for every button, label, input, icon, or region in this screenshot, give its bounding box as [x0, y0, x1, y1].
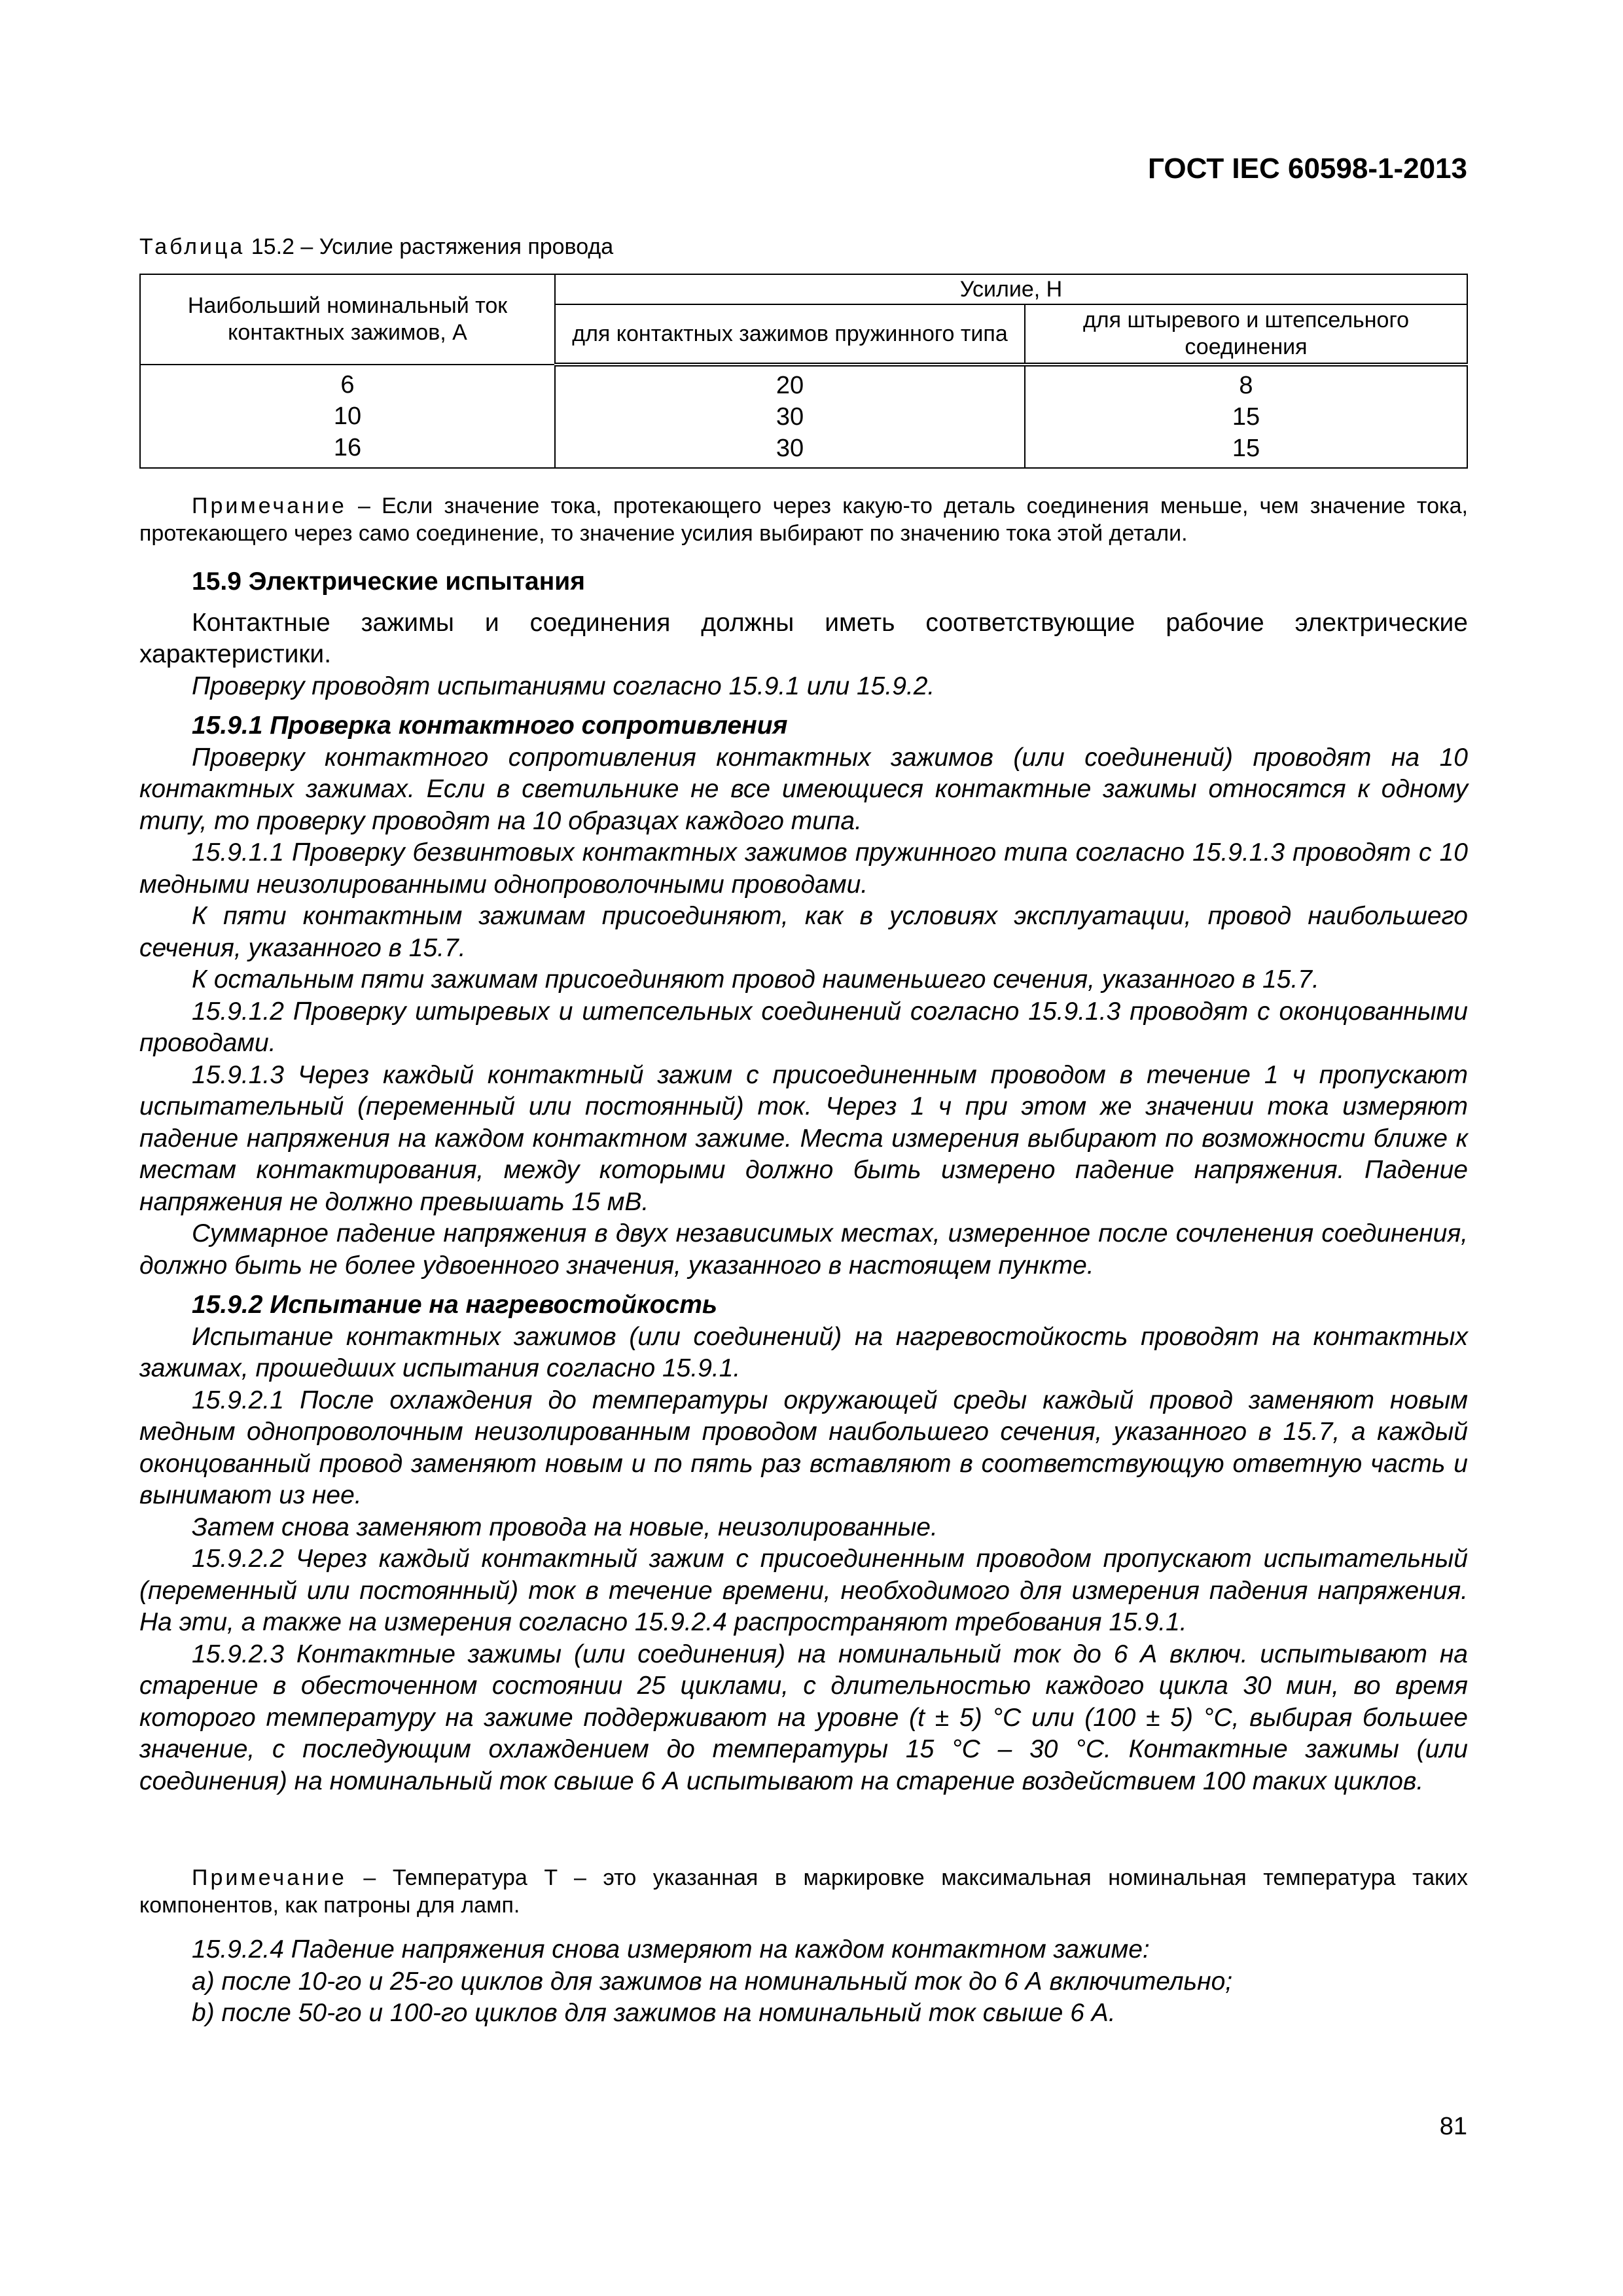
spring-value: 20: [776, 372, 804, 399]
subsection-title: 15.9.2 Испытание на нагревостойкость: [192, 1291, 718, 1319]
current-value: 16: [333, 434, 362, 461]
temperature-note: [139, 1864, 1468, 1919]
header-current: Наибольший номинальный ток контактных зажимов, А: [140, 274, 555, 365]
spring-values: [555, 365, 1025, 468]
page-number: 81: [1439, 2113, 1467, 2140]
paragraph: 15.9.1.1 Проверку безвинтовых контактных зажимов пружинного типа согласно 15.9.1.3 проводят с 10 медными неизолированными однопроволочными проводами.: [139, 838, 1468, 899]
paragraph: 15.9.1.3 Через каждый контактный зажим с присоединенным проводом в течение 1 ч пропускают испытательный (переменный или постоянный) ток. Через 1 ч при этом же значении тока измеряют падение напряжения на каждом контактном зажиме. Места измерения выбирают по возможности ближе к местам контактирования, между которыми должно быть измерено падение напряжения. Падение напряжения не должно превышать 15 мВ.: [139, 1060, 1468, 1216]
section-title: 15.9 Электрические испытания: [192, 567, 586, 596]
paragraph: Контактные зажимы и соединения должны иметь соответствующие рабочие электрические характеристики.: [139, 608, 1468, 668]
paragraph: Суммарное падение напряжения в двух независимых местах, измеренное после сочленения соединения, должно быть не более удвоенного значения, указанного в настоящем пункте.: [139, 1219, 1468, 1280]
subsection-title: 15.9.1 Проверка контактного сопротивления: [192, 711, 788, 740]
paragraph: 15.9.2.1 После охлаждения до температуры окружающей среды каждый провод заменяют новым медным однопроволочным неизолированным проводом наибольшего сечения, указанного в 15.7, а каждый оконцованный провод заменяют новым и по пять раз вставляют в соответствующую ответную часть и вынимают из нее.: [139, 1386, 1468, 1509]
table-note: [139, 492, 1468, 547]
pin-value: 15: [1232, 403, 1260, 431]
header-force: Усилие, Н: [555, 274, 1467, 304]
paragraph: К пяти контактным зажимам присоединяют, как в условиях эксплуатации, провод наибольшего сечения, указанного в 15.7.: [139, 902, 1468, 962]
paragraph: Испытание контактных зажимов (или соединений) на нагревостойкость проводят на контактных зажимах, прошедших испытания согласно 15.9.1.: [139, 1322, 1468, 1382]
paragraph: Проверку контактного сопротивления контактных зажимов (или соединений) проводят на 10 контактных зажимах. Если в светильнике не все имеющиеся контактные зажимы относятся к одному типу, то проверку проводят на 10 образцах каждого типа.: [139, 743, 1468, 835]
section-15-9-2-4: [139, 1934, 1468, 2030]
pin-values: [1025, 365, 1467, 468]
note-label: Примечание: [192, 1865, 347, 1890]
paragraph: 15.9.2.3 Контактные зажимы (или соединения) на номинальный ток до 6 А включ. испытывают на старение в обесточенном состоянии 25 циклами, с длительностью каждого цикла 30 мин, во время которого температуру на зажиме поддерживают на уровне (t ± 5) °С или (100 ± 5) °С, выбирая большее значение, с последующим охлаждением до температуры 15 °С – 30 °С. Контактные зажимы (или соединения) на номинальный ток свыше 6 А испытывают на старение воздействием 100 таких циклов.: [139, 1640, 1468, 1795]
spring-value: 30: [776, 435, 804, 462]
pin-value: 8: [1239, 372, 1253, 399]
list-item: b) после 50-го и 100-го циклов для зажимов на номинальный ток свыше 6 А.: [192, 1999, 1116, 2027]
header-pin-connections: для штыревого и штепсельного соединения: [1025, 304, 1467, 365]
header-spring-terminals: для контактных зажимов пружинного типа: [555, 304, 1025, 365]
paragraph: 15.9.2.4 Падение напряжения снова измеряют на каждом контактном зажиме:: [192, 1935, 1150, 1964]
table-caption-text: 15.2 – Усилие растяжения провода: [251, 234, 614, 259]
document-code: ГОСТ IEC 60598-1-2013: [1148, 152, 1467, 185]
list-item: a) после 10-го и 25-го циклов для зажимов на номинальный ток до 6 А включительно;: [192, 1967, 1233, 1996]
section-15-9: [139, 566, 1468, 1797]
table-caption-label: Таблица: [139, 234, 245, 259]
current-value: 6: [340, 371, 355, 399]
paragraph: Проверку проводят испытаниями согласно 15.9.1 или 15.9.2.: [192, 672, 935, 700]
paragraph: К остальным пяти зажимам присоединяют провод наименьшего сечения, указанного в 15.7.: [192, 965, 1319, 994]
pull-force-table: [139, 274, 1468, 469]
paragraph: 15.9.1.2 Проверку штыревых и штепсельных соединений согласно 15.9.1.3 проводят с оконцованными проводами.: [139, 997, 1468, 1057]
current-values: [140, 365, 555, 468]
paragraph: 15.9.2.2 Через каждый контактный зажим с присоединенным проводом пропускают испытательный (переменный или постоянный) ток в течение времени, необходимого для измерения падения напряжения. На эти, а также на измерения согласно 15.9.2.4 распространяют требования 15.9.1.: [139, 1545, 1468, 1636]
note-text: – Температура T – это указанная в маркировке максимальная номинальная температура таких компонентов, как патроны для ламп.: [139, 1865, 1468, 1918]
paragraph: Затем снова заменяют провода на новые, неизолированные.: [192, 1513, 938, 1541]
table-row: [140, 365, 1467, 468]
note-label: Примечание: [192, 493, 347, 518]
spring-value: 30: [776, 403, 804, 431]
current-value: 10: [333, 403, 362, 430]
table-caption: [139, 234, 613, 260]
note-text: – Если значение тока, протекающего через какую-то деталь соединения меньше, чем значение тока, протекающего через само соединение, то значение усилия выбирают по значению тока этой детали.: [139, 493, 1468, 546]
pin-value: 15: [1232, 435, 1260, 462]
